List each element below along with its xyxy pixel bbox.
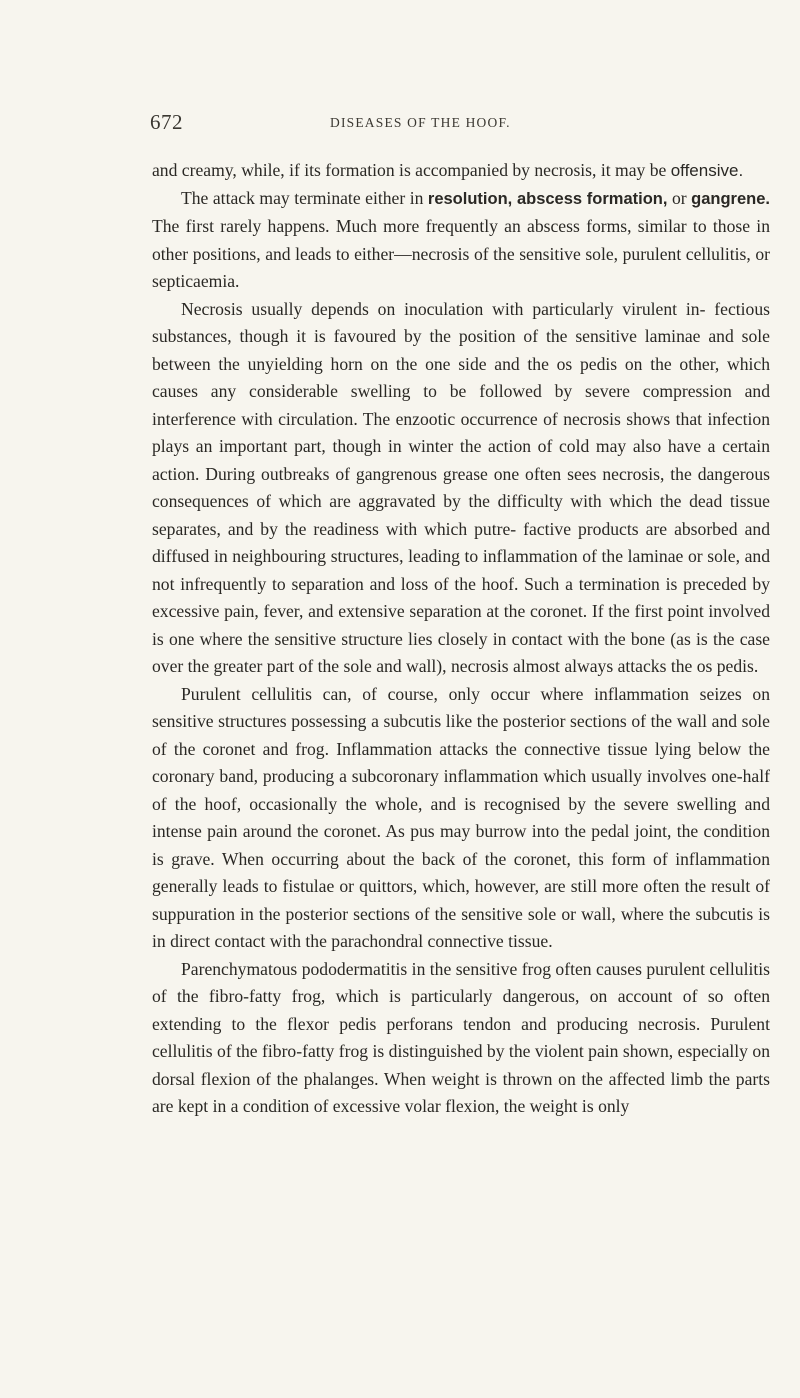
- paragraph-2: [152, 185, 770, 296]
- paragraph-1-text: and creamy, while, if its formation is accompanied by necrosis, it may be: [152, 160, 671, 180]
- paragraph-2-intro: The attack may terminate either in: [181, 187, 428, 208]
- running-title: DISEASES OF THE HOOF.: [330, 115, 511, 130]
- paragraph-1: [152, 157, 770, 185]
- paragraph-5: [152, 956, 770, 1121]
- paragraph-4: [152, 681, 770, 956]
- paragraph-3: [152, 296, 770, 681]
- running-head: [150, 110, 770, 136]
- term-resolution-abscess: resolution, abscess formation,: [427, 189, 668, 208]
- paragraph-2-or: or: [667, 187, 692, 208]
- paragraph-4-text: Purulent cellulitis can, of course, only occur where inflammation seizes on sensitive structures possessing a subcutis like the posterior sections of the wall and sole of the coronet and frog. Inflammation attacks the connective tissue lying below the coronary band, producing a subcoronary inflammation which usually involves one-half of the hoof, occasionally the whole, and is recognised by the severe swelling and intense pain around the coronet. As pus may burrow into the pedal joint, the condition is grave. When occurring about the back of the coronet, this form of inflammation generally leads to fistulae or quittors, which, however, are still more often the result of suppuration in the posterior sections of the sensitive sole or wall, where the subcutis is in direct contact with the parachondral connective tissue.: [152, 683, 770, 951]
- paragraph-2-text: The first rarely happens. Much more frequently an abscess forms, similar to those in other positions, and leads to either—necrosis of the sensitive sole, purulent cellulitis, or septicaemia.: [152, 216, 770, 291]
- term-gangrene: gangrene.: [691, 189, 770, 208]
- body-text: [152, 157, 770, 1121]
- page-number: 672: [150, 110, 183, 134]
- paragraph-3-text: Necrosis usually depends on inoculation with particularly virulent in- fectious substances, though it is favoured by the position of the sensitive laminae and sole between the unyielding horn on the one side and the os pedis on the other, which causes any considerable swelling to be followed by severe compression and interference with circulation. The enzootic occurrence of necrosis shows that infection plays an important part, though in winter the action of cold may also have a certain action. During outbreaks of gangrenous grease one often sees necrosis, the dangerous consequences of which are aggravated by the difficulty with which the dead tissue separates, and by the readiness with which putre- factive products are absorbed and diffused in neighbouring structures, leading to inflammation of the laminae or sole, and not infrequently to separation and loss of the hoof. Such a termination is preceded by excessive pain, fever, and extensive separation at the coronet. If the first point involved is one where the sensitive structure lies closely in contact with the bone (as is the case over the greater part of the sole and wall), necrosis almost always attacks the os pedis.: [152, 298, 770, 676]
- offensive-term: offensive.: [670, 161, 744, 180]
- paragraph-5-text: Parenchymatous pododermatitis in the sensitive frog often causes purulent cellulitis of the fibro-fatty frog, which is particularly dangerous, on account of so often extending to the flexor pedis perforans tendon and producing necrosis. Purulent cellulitis of the fibro-fatty frog is distinguished by the violent pain shown, especially on dorsal flexion of the phalanges. When weight is thrown on the affected limb the parts are kept in a condition of excessive volar flexion, the weight is only: [152, 958, 770, 1116]
